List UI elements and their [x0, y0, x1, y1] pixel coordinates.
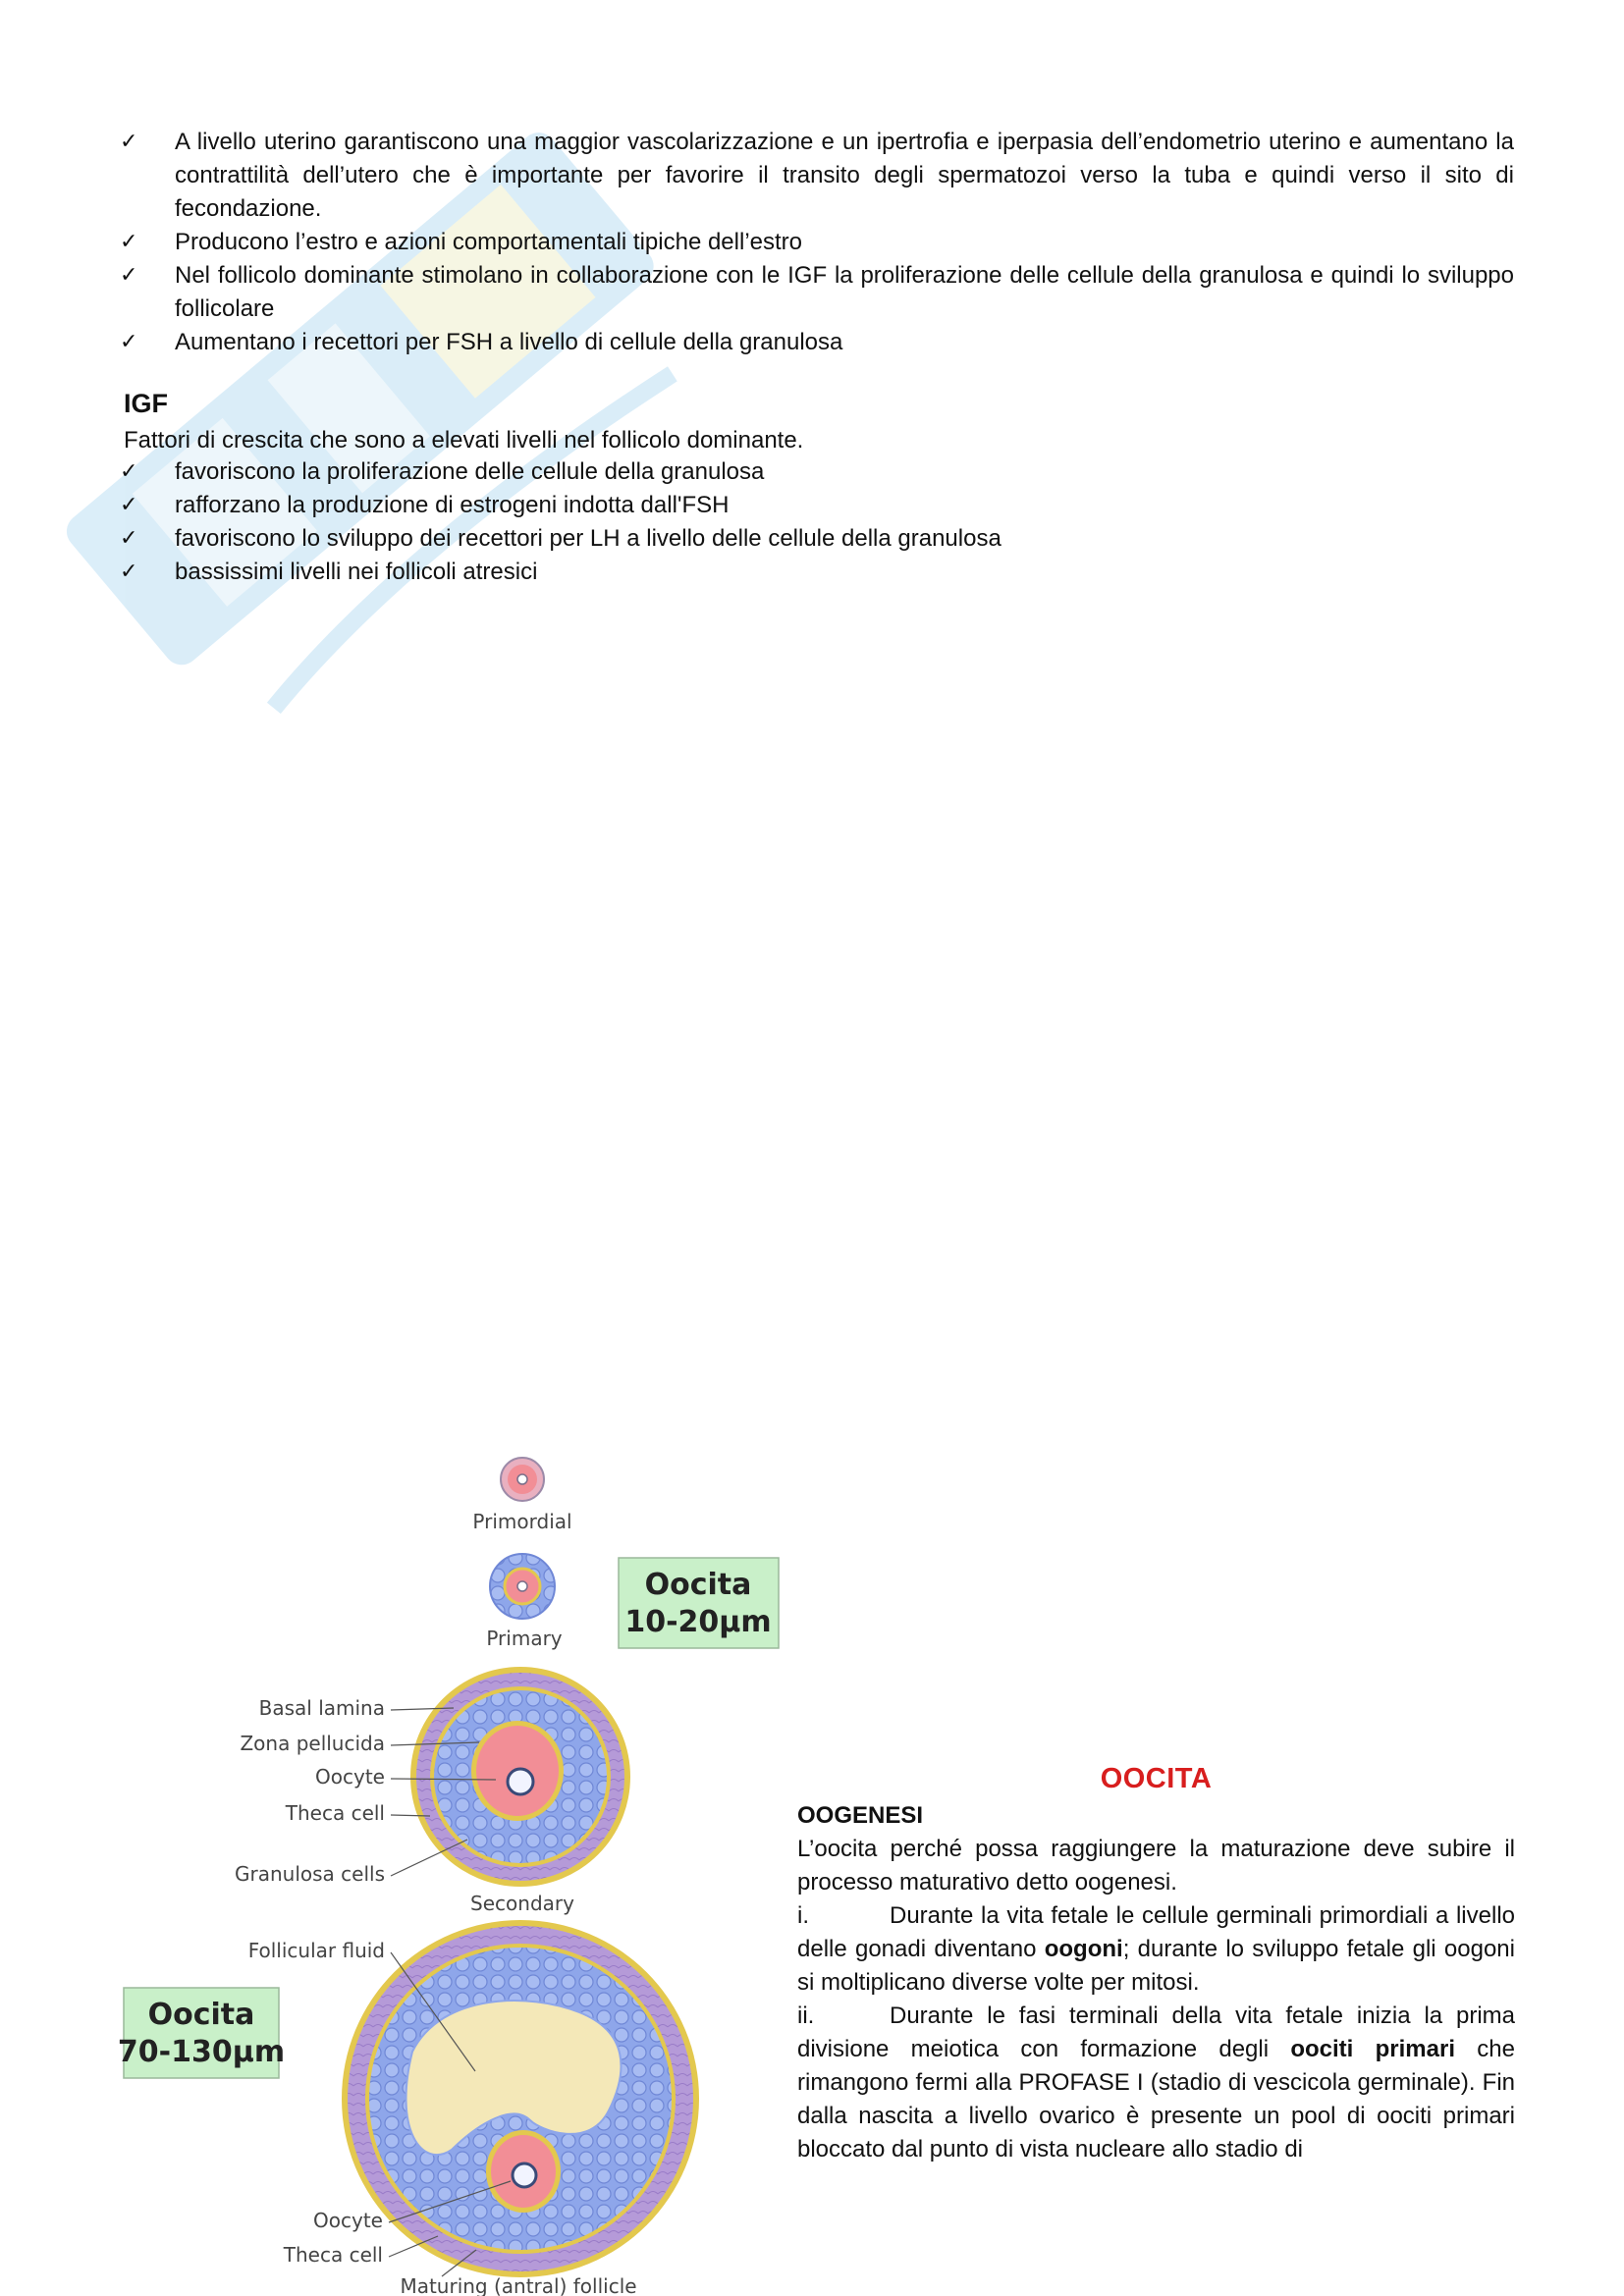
oogenesi-step-1: i. Durante la vita fetale le cellule germinali primordiali a livello delle gonadi diventano oogoni; durante lo sviluppo fetale gli oogoni si moltiplicano diverse volte per mitosi.: [797, 1902, 1515, 1996]
list-item: ✓ Producono l’estro e azioni comportamentali tipiche dell’estro: [120, 226, 1514, 259]
oogenesi-step-2: ii. Durante le fasi terminali della vita fetale inizia la prima divisione meiotica con formazione degli oociti primari che rimangono fermi alla PROFASE I (stadio di vescicola germinale). Fin dalla nascita a livello ovarico è presente un pool di oociti primari bloccato dal punto di vista nucleare allo stadio di: [797, 2002, 1515, 2163]
svg-text:Oocita: Oocita: [147, 1998, 255, 2032]
follicle-development-diagram: [118, 1443, 785, 2296]
checkmark-icon: ✓: [120, 330, 138, 354]
oogenesi-subtitle: OOGENESI: [797, 1802, 924, 1829]
checkmark-icon: ✓: [120, 493, 138, 517]
checkmark-icon: ✓: [120, 459, 138, 484]
list-item: ✓ favoriscono lo sviluppo dei recettori per LH a livello delle cellule della granulosa: [120, 522, 1514, 556]
label-theca-cell-bottom: Theca cell: [283, 2243, 383, 2267]
checkmark-icon: ✓: [120, 526, 138, 551]
checkmark-icon: ✓: [120, 230, 138, 254]
label-primary: Primary: [486, 1627, 563, 1650]
list-item: ✓ favoriscono la proliferazione delle cellule della granulosa: [120, 455, 1514, 489]
label-oocyte: Oocyte: [315, 1765, 385, 1789]
list-item: ✓ Nel follicolo dominante stimolano in collaborazione con le IGF la proliferazione delle cellule della granulosa e quindi lo sviluppo follicolare: [120, 259, 1514, 326]
list-item: ✓ Aumentano i recettori per FSH a livello di cellule della granulosa: [120, 326, 1514, 359]
label-primordial: Primordial: [472, 1510, 572, 1533]
igf-effects-list: [120, 455, 1514, 589]
label-basal-lamina: Basal lamina: [258, 1696, 385, 1720]
label-follicular-fluid: Follicular fluid: [247, 1939, 385, 1962]
label-granulosa-cells: Granulosa cells: [235, 1862, 385, 1886]
estrogen-effects-list: [120, 126, 1514, 359]
label-maturing-follicle: Maturing (antral) follicle: [400, 2274, 637, 2296]
list-item: ✓ rafforzano la produzione di estrogeni indotta dall'FSH: [120, 489, 1514, 522]
label-theca-cell: Theca cell: [285, 1801, 385, 1825]
list-item: ✓ bassissimi livelli nei follicoli atresici: [120, 556, 1514, 589]
section-title: OOCITA: [1100, 1763, 1213, 1794]
checkmark-icon: ✓: [120, 130, 138, 154]
svg-text:70-130µm: 70-130µm: [118, 2035, 286, 2069]
oocita-section: [797, 1763, 1515, 2166]
svg-text:10-20µm: 10-20µm: [624, 1605, 772, 1639]
svg-text:Oocita: Oocita: [644, 1568, 752, 1602]
oogenesi-intro: L’oocita perché possa raggiungere la maturazione deve subire il processo maturativo detto oogenesi.: [797, 1836, 1515, 1896]
label-zona-pellucida: Zona pellucida: [240, 1732, 385, 1755]
label-secondary: Secondary: [470, 1892, 574, 1915]
list-item: ✓ A livello uterino garantiscono una maggior vascolarizzazione e un ipertrofia e iperpasia dell’endometrio uterino e aumentano la contrattilità dell’utero che è importante per favorire il transito degli spermatozoi verso la tuba e quindi verso il sito di fecondazione.: [120, 126, 1514, 226]
label-oocyte-bottom: Oocyte: [313, 2209, 383, 2232]
igf-intro: Fattori di crescita che sono a elevati livelli nel follicolo dominante.: [124, 427, 804, 454]
checkmark-icon: ✓: [120, 263, 138, 288]
igf-heading: IGF: [124, 389, 168, 418]
checkmark-icon: ✓: [120, 560, 138, 584]
